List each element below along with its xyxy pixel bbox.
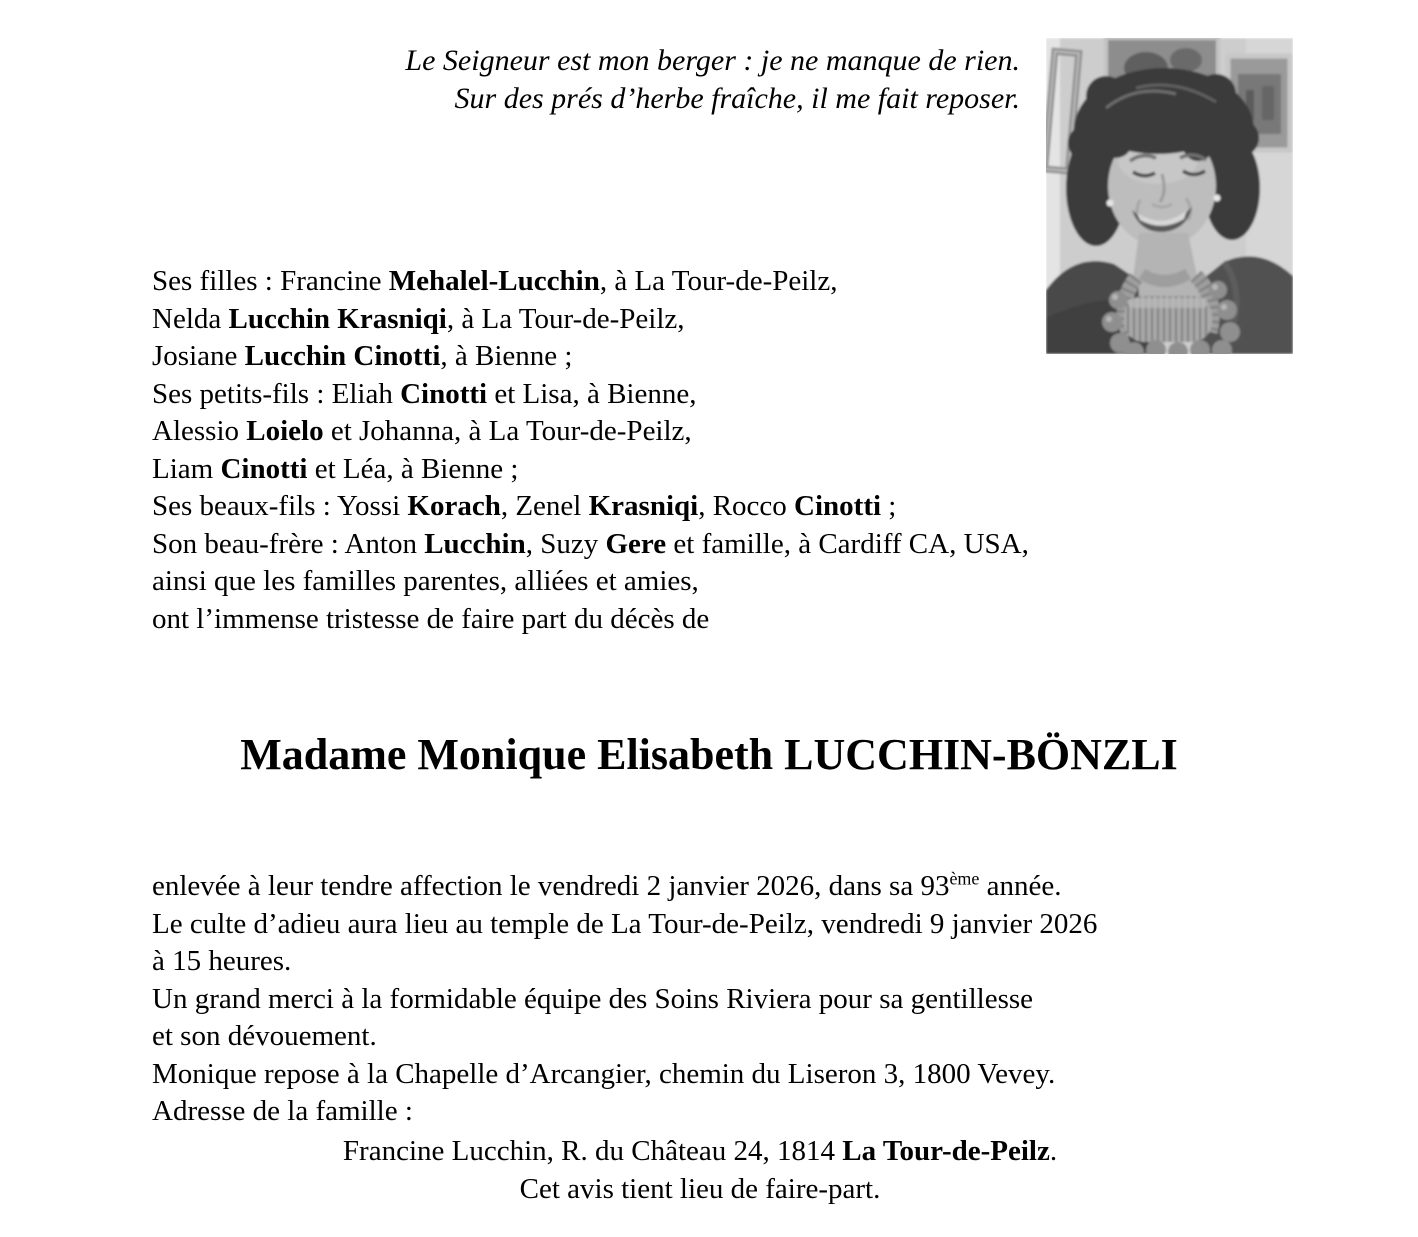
text-line: Monique repose à la Chapelle d’Arcangier, chemin du Liseron 3, 1800 Vevey.	[152, 1057, 1056, 1090]
text-line: Ses petits-fils : Eliah Cinotti et Lisa, à Bienne,	[152, 377, 697, 410]
portrait-photo	[1046, 38, 1293, 354]
text-line: et son dévouement.	[152, 1020, 377, 1052]
text-line: à 15 heures.	[152, 945, 292, 977]
text-line: Liam Cinotti et Léa, à Bienne ;	[152, 452, 519, 485]
text-line: Francine Lucchin, R. du Château 24, 1814 La Tour-de-Peilz.	[342, 1135, 1058, 1167]
funeral-details	[152, 868, 1097, 1131]
text-line: ont l’immense tristesse de faire part du décès de	[152, 602, 710, 635]
epigraph-line-2: Sur des prés d’herbe fraîche, il me fait reposer.	[454, 82, 1020, 115]
text-line: Josiane Lucchin Cinotti, à Bienne ;	[152, 340, 573, 372]
epigraph-line-1: Le Seigneur est mon berger : je ne manque de rien.	[405, 44, 1020, 77]
epigraph	[405, 42, 1020, 118]
text-line: enlevée à leur tendre affection le vendredi 2 janvier 2026, dans sa 93ème année.	[152, 868, 1062, 902]
text-line: Un grand merci à la formidable équipe des Soins Riviera pour sa gentillesse	[152, 982, 1034, 1015]
address-block	[0, 1133, 1400, 1208]
portrait-photo-art	[1046, 38, 1293, 354]
text-line: Son beau-frère : Anton Lucchin, Suzy Gere et famille, à Cardiff CA, USA,	[152, 527, 1029, 560]
text-line: ainsi que les familles parentes, alliées et amies,	[152, 565, 699, 597]
text-line: Ses beaux-fils : Yossi Korach, Zenel Krasniqi, Rocco Cinotti ;	[152, 490, 897, 522]
text-line: Adresse de la famille :	[152, 1095, 413, 1127]
text-line: Alessio Loielo et Johanna, à La Tour-de-Peilz,	[152, 415, 692, 447]
family-announcement	[152, 263, 1029, 638]
deceased-name-title: Madame Monique Elisabeth LUCCHIN-BÖNZLI	[240, 730, 1178, 779]
text-line: Nelda Lucchin Krasniqi, à La Tour-de-Peilz,	[152, 302, 685, 335]
text-line: Le culte d’adieu aura lieu au temple de La Tour-de-Peilz, vendredi 9 janvier 2026	[152, 907, 1098, 940]
text-line: Cet avis tient lieu de faire-part.	[519, 1172, 881, 1205]
text-line: Ses filles : Francine Mehalel-Lucchin, à La Tour-de-Peilz,	[152, 265, 838, 297]
